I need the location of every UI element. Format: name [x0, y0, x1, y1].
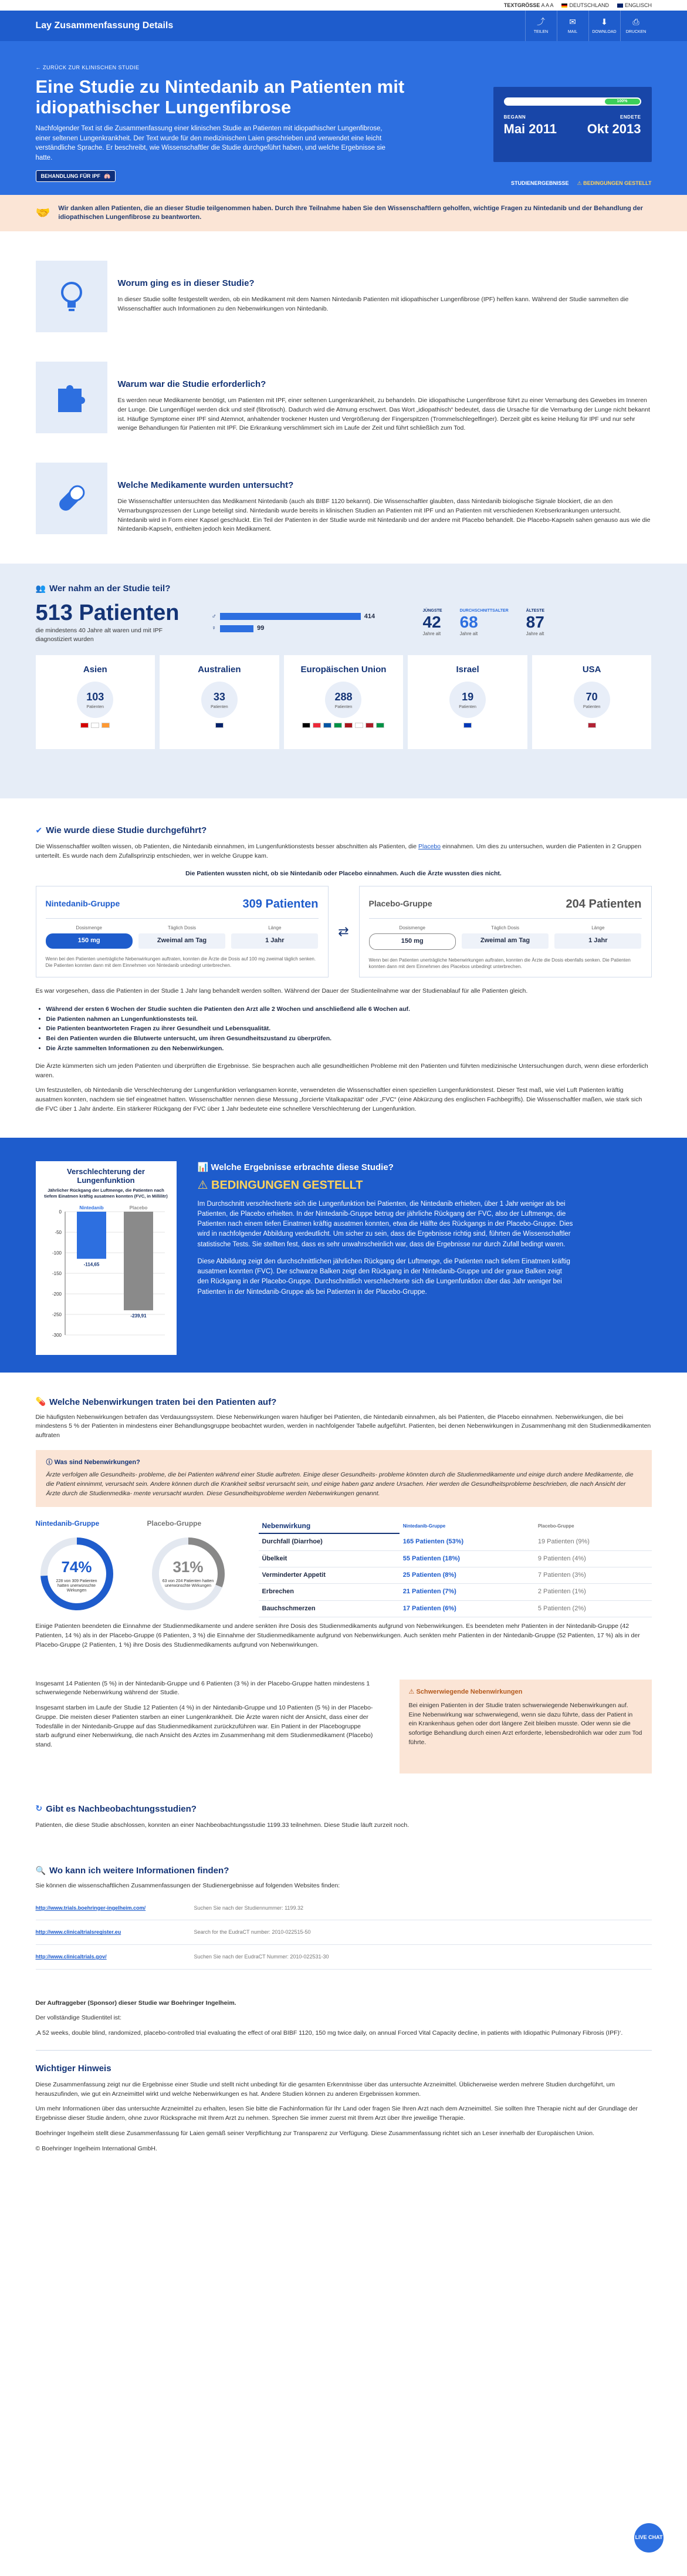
flag-icon [101, 723, 110, 728]
info-block-1 [36, 261, 652, 332]
clipboard-icon: ✔ [35, 825, 43, 835]
box-title: ⓘ Was sind Nebenwirkungen? [46, 1458, 140, 1466]
sponsor-section [36, 1999, 652, 2051]
header-action-download[interactable] [588, 11, 620, 41]
group-name: Placebo-Gruppe [368, 899, 432, 909]
alert-icon: ⚠ [408, 1688, 415, 1695]
value-label: -239,91 [130, 1313, 147, 1319]
what-are-side-effects-box [36, 1450, 652, 1507]
y-tick-label: -200 [52, 1291, 62, 1297]
followup-text: Patienten, die diese Studie abschlossen, konnten an einer Nachbeobachtungsstudie 1199.33 teilnehmen. Diese Studie läuft zurzeit noch. [35, 1821, 410, 1829]
end-date: ENDETE Okt 2013 [587, 114, 641, 137]
results-condition: ⚠ BEDINGUNGEN GESTELLT [197, 1178, 363, 1192]
thank-you-banner [0, 195, 687, 231]
participants-section [0, 564, 687, 798]
region-name: Europäischen Union [300, 665, 387, 675]
important-p2: Um mehr Informationen über das untersuchte Arzneimittel zu erhalten, lesen Sie bitte die Fachinformation für Ihr Land oder fragen Sie Ihren Arzt nach dem Arzneimittel. Sie sollten Ihre Therapie nicht auf der Grundlage der Ergebnisse dieser Studie ändern, ohne zuvor Rücksprache mit Ihrem Arzt zu nehmen. Sprechen Sie immer zuerst mit Ihrem Arzt über Ihre jeweilige Therapie. [35, 2105, 638, 2122]
info-block-3 [36, 463, 652, 534]
title-label: Der vollständige Studientitel ist: [35, 2014, 121, 2022]
bar-placebo [124, 1212, 153, 1310]
age-stats [423, 608, 545, 637]
flag-icon [366, 723, 374, 728]
link-row [36, 1945, 652, 1970]
discontinuation-text: Einige Patienten beendeten die Einnahme der Studienmedikamente und andere senkten ihre Dosis des Studienmedikaments aufgrund von Nebenwirkungen. Es beendeten mehr Patienten in der Nintedanib-Gruppe (42 Patienten, 14 %) als in der Placebo-Gruppe (6 Patienten, 3 %) die Einnahme der Studienmedikamente aufgrund von Nebenwirkungen. Auch senkten mehr Patienten in der Nintedanib-Gruppe (52 Patienten, 17 %) als in der Placebo-Gruppe (2 Patienten, 1 %) ihre Dosis des Studienmedikaments aufgrund von Nebenwirkungen. [35, 1623, 640, 1648]
mail-icon: ✉ [569, 17, 576, 27]
start-date: BEGANN Mai 2011 [503, 114, 557, 137]
hero-intro: Nachfolgender Text ist die Zusammenfassung einer klinischen Studie an Patienten mit idiopathischer Lungenfibrose, einer seltenen Lungenkrankheit. Der Text wurde für den medizinischen Laien geschrieben und verwendet eine leicht verständliche Sprache. Er beschreibt, wie Wissenschaftler die Studie durchgeführt haben, und welche Ergebnisse sie hatte. [35, 124, 385, 161]
y-tick-label: -50 [54, 1229, 62, 1235]
region-name: Australien [198, 665, 241, 675]
serious-section [36, 1680, 652, 1773]
y-tick-label: 0 [59, 1209, 62, 1215]
total-patients: 513 Patienten die mindestens 40 Jahre alt waren und mit IPF diagnostiziert wurden [35, 601, 180, 643]
results-title: 📊 Welche Ergebnisse erbrachte diese Studie? [197, 1162, 394, 1172]
dose-item: Dosismenge 150 mg [46, 925, 133, 949]
participants-title: 👥 Wer nahm an der Studie teil? [35, 583, 171, 594]
info-blocks [36, 261, 652, 534]
procedure-item: • Die Patienten nahmen an Lungenfunktionstests teil. [46, 1014, 652, 1024]
region-flags [532, 723, 652, 728]
text-size-buttons[interactable]: A A A [541, 2, 554, 8]
serious-text-1: Insgesamt 14 Patienten (5 %) in der Nintedanib-Gruppe und 6 Patienten (3 %) in der Placebo-Gruppe hatten mindestens 1 schwerwiegende Nebenwirkung während der Studie. [35, 1680, 370, 1697]
dose-item: Dosismenge 150 mg [369, 925, 456, 950]
handshake-icon: 🤝 [35, 207, 50, 220]
value-label: -114,65 [83, 1262, 99, 1267]
flag-icon [588, 723, 596, 728]
lang-english[interactable]: ENGLISCH [617, 2, 652, 9]
region-name: Israel [456, 665, 479, 675]
col-header-nintedanib: Nintedanib-Gruppe [402, 1523, 446, 1529]
pill-icon: 💊 [35, 1397, 46, 1407]
text-size-label: TEXTGRÖSSE A A A [503, 2, 554, 8]
progress-bar [504, 97, 641, 106]
link-desc: Search for the EudraCT number: 2010-022515-50 [194, 1929, 311, 1936]
blinding-note: Die Patienten wussten nicht, ob sie Nintedanib oder Placebo einnahmen. Auch die Ärzte wussten dies nicht. [185, 869, 502, 877]
effect-name: Übelkeit [259, 1550, 400, 1567]
conduct-text-1: Die Wissenschaftler wollten wissen, ob Patienten, die Nintedanib einnahmen, im Lungenfunktionstests besser abschnitten als Patienten, die Placebo einnahmen. Um dies zu untersuchen, wurden die Patienten in 2 Gruppen unterteilt. Es wurde nach dem Zufallsprinzip entschieden, wer in welche Gruppe kam. [35, 843, 642, 859]
links-list [36, 1896, 652, 1970]
side-effects-table [259, 1519, 652, 1618]
flag-icon [463, 723, 472, 728]
donut-title: Nintedanib-Gruppe [35, 1519, 100, 1528]
donut-desc: 63 von 204 Patienten hatten unerwünschte Wirkungen [162, 1579, 214, 1589]
effect-placebo: 5 Patienten (2%) [534, 1600, 652, 1617]
donut-title: Placebo-Gruppe [147, 1519, 202, 1528]
category-label: Placebo [129, 1205, 147, 1211]
age-stat: JÜNGSTE 42 Jahre alt [422, 609, 442, 636]
followup-title: ↻ Gibt es Nachbeobachtungsstudien? [35, 1803, 197, 1814]
flag-icon [91, 723, 99, 728]
group-card [36, 886, 329, 977]
table-row [259, 1550, 652, 1567]
serious-box-title: ⚠ Schwerwiegende Nebenwirkungen [408, 1688, 523, 1695]
region-card [36, 655, 155, 749]
hero [0, 41, 687, 195]
age-stat: ÄLTESTE 87 Jahre alt [526, 609, 545, 636]
chart-title: Verschlechterung der Lungenfunktion [67, 1166, 145, 1185]
y-tick-label: -100 [52, 1250, 62, 1256]
header-action-label: TEILEN [533, 29, 549, 34]
gender-split [212, 609, 400, 636]
region-card [532, 655, 652, 749]
placebo-link[interactable]: Placebo [418, 843, 441, 850]
important-p3: Boehringer Ingelheim stellt diese Zusammenfassung für Laien gemäß seiner Verpflichtung zur Transparenz zur Verfügung. Diese Zusammenfassung richtet sich an Leser innerhalb der Europäischen Union. [35, 2129, 595, 2137]
serious-box-text: Bei einigen Patienten in der Studie traten schwerwiegende Nebenwirkungen auf. Eine Nebenwirkung war schwerwiegend, wenn sie dazu führte, dass der Patient in ein Krankenhaus gehen oder dort längere Zeit bleiben musste. Oder wenn sie die sofortige Behandlung durch einen Arzt erforderte, lebensbedrohlich war oder zum Tod führte. [408, 1701, 642, 1746]
info-text: Die Wissenschaftler untersuchten das Medikament Nintedanib (auch als BIBF 1120 bekannt). Die Wissenschaftler glaubten, dass Nintedanib biologische Signale blockiert, die an den Vernarbungsprozessen der Lunge beteiligt sind. Nintedanib wurde bereits in klinischen Studien an Patienten mit IPF und an Patienten mit verschiedenen Krebserkrankungen untersucht. Nintedanib wird in Form einer Kapsel geschluckt. Ein Teil der Patienten in der Studie wurde mit Nintedanib und der andere mit Placebo behandelt. Die Placebo-Kapseln sahen genauso aus wie die Nintedanib-Kapseln, enthielten jedoch kein Medikament. [117, 498, 651, 533]
procedure-item: • Die Patienten beantworteten Fragen zu ihrer Gesundheit und Lebensqualität. [46, 1024, 652, 1034]
header-action-label: DOWNLOAD [592, 29, 617, 34]
table-row [259, 1567, 652, 1584]
dose-item: Länge 1 Jahr [554, 925, 641, 950]
effect-name: Verminderter Appetit [259, 1567, 400, 1584]
donut-placebo [147, 1519, 241, 1618]
conduct-text-3: Die Ärzte kümmerten sich um jeden Patienten und überprüften die Ergebnisse. Sie besprachen auch alle gesundheitlichen Probleme mit den Patienten und führten medizinische Untersuchungen durch, wenn diese erforderlich waren. [35, 1062, 648, 1079]
female-icon: ♀ [211, 625, 216, 632]
group-name: Nintedanib-Gruppe [45, 899, 120, 909]
more-info-text: Sie können die wissenschaftlichen Zusammenfassungen der Studienergebnisse auf folgenden Websites finden: [35, 1882, 340, 1890]
age-stat: DURCHSCHNITTSALTER 68 Jahre alt [459, 609, 509, 636]
flag-icon [376, 723, 384, 728]
side-effects-intro: Die häufigsten Nebenwirkungen betrafen das Verdauungssystem. Diese Nebenwirkungen waren häufiger bei Patienten, die Nintedanib einnahmen, als bei Patienten, die Placebo einnahmen. Nebenwirkungen, die bei mindestens 5 % der Patienten in mindestens einer Behandlungsgruppe beobachtet wurden, werden in nachfolgender Tabelle aufgeführt. Patienten, bei denen Nebenwirkungen in Zusammenhang mit den Studienmedikamenten auftraten [35, 1413, 651, 1439]
flag-icon [215, 723, 224, 728]
capsule-icon [36, 463, 107, 534]
utility-bar [0, 0, 687, 11]
donut-chart [147, 1533, 229, 1615]
flag-icon [334, 723, 342, 728]
divider [36, 2050, 652, 2051]
table-row [259, 1584, 652, 1600]
link-row [36, 1920, 652, 1945]
flag-germany-icon [561, 4, 567, 8]
effect-placebo: 7 Patienten (3%) [534, 1567, 652, 1584]
split-arrows-icon: ⇄ [338, 923, 349, 939]
fvc-chart-svg [42, 1200, 171, 1347]
region-card [284, 655, 404, 749]
header-action-teilen[interactable] [525, 11, 557, 41]
category-label: Nintedanib [79, 1205, 104, 1211]
donut-chart [36, 1533, 118, 1615]
effect-nintedanib: 165 Patienten (53%) [400, 1533, 534, 1550]
flag-icon [323, 723, 331, 728]
group-patients: 204 Patienten [566, 898, 642, 911]
header-actions [525, 11, 652, 41]
region-flags [36, 723, 155, 728]
effect-name: Durchfall (Diarrhoe) [259, 1533, 400, 1550]
procedure-item: • Während der ersten 6 Wochen der Studie suchten die Patienten den Arzt alle 2 Wochen und anschließend alle 6 Wochen auf. [46, 1004, 652, 1014]
group-note: Wenn bei den Patienten unerträgliche Nebenwirkungen auftraten, konnten die Ärzte die Dosis auf 100 mg zweimal täglich senken. Die Patienten konnten dann mit dem Einnehmen von Nintedanib unbedingt unterbrechen. [45, 956, 316, 968]
conduct-text-4: Um festzustellen, ob Nintedanib die Verschlechterung der Lungenfunktion verlangsamen konnte, verwendeten die Wissenschaftler einen speziellen Lungenfunktionstest. Dieser Test maß, wie viel Luft Patienten kräftig ausatmen konnten, nachdem sie tief eingeatmet hatten. Wissenschaftler nennen diese Messung „forcierte Vitalkapazität“ oder „FVC“ (eine Abkürzung des englischen Fachbegriffs). Die Wissenschaftler maßen, wie stark sich die FVC über 1 Jahr änderte. Ein stärkerer Rückgang der FVC über 1 Jahr bedeutete eine schnellere Verschlechterung der Lungenfunktion. [35, 1087, 642, 1112]
followup-section [36, 1803, 652, 1830]
region-name: USA [582, 665, 601, 675]
col-header-placebo: Placebo-Gruppe [537, 1523, 574, 1529]
info-text: In dieser Studie sollte festgestellt werden, ob ein Medikament mit dem Namen Nintedanib Patienten mit idiopathischer Lungenfibrose (IPF) helfen kann. Während der Studie sammelten die Wissenschaftler auch Informationen zu den Nebenwirkungen von Nintedanib. [117, 296, 629, 312]
chart-icon: 📊 [197, 1162, 209, 1172]
warning-icon: ⚠ [197, 1178, 208, 1192]
info-icon: ⓘ [46, 1458, 53, 1466]
region-card [408, 655, 527, 749]
flag-icon [344, 723, 353, 728]
ipf-icon: 🫁 [104, 173, 111, 179]
puzzle-icon [36, 362, 107, 433]
share-icon: ⤴ [537, 17, 545, 27]
important-note-section [36, 2062, 652, 2154]
dose-item: Länge 1 Jahr [231, 925, 318, 949]
thank-you-text: Wir danken allen Patienten, die an dieser Studie teilgenommen haben. Durch Ihre Teilnahme haben Sie den Wissenschaftlern geholfen, wichtige Fragen zu Nintedanib und der Behandlung der idiopathischen Lungenfibrose zu beantworten. [58, 204, 643, 221]
refresh-icon: ↻ [35, 1803, 43, 1813]
conduct-section [36, 824, 652, 1114]
treatment-badge: BEHANDLUNG FÜR IPF 🫁 [36, 170, 116, 183]
link-desc: Suchen Sie nach der EudraCT Nummer: 2010-022531-30 [194, 1954, 329, 1960]
more-info-title: 🔍 Wo kann ich weitere Informationen finden? [35, 1865, 229, 1876]
header-title: Lay Zusammenfassung Details [35, 20, 174, 31]
print-icon: ⎙ [632, 17, 639, 27]
results-p2: Diese Abbildung zeigt den durchschnittlichen jährlichen Rückgang der Luftmenge, die Patienten nach tiefem Einatmen kräftig ausatmen konnten (FVC). Der schwarze Balken zeigt den Rückgang in der Nintedanib-Gruppe und der graue Balken zeigt den Rückgang in der Placebo-Gruppe. Durchschnittlich verschlechterte sich die Lungenfunktion über das Jahr weniger bei Patienten in der Nintedanib-Gruppe als bei Patienten in der Placebo-Gruppe. [197, 1257, 570, 1296]
side-effects-title: 💊 Welche Nebenwirkungen traten bei den Patienten auf? [35, 1397, 277, 1407]
female-count: 99 [257, 625, 265, 632]
full-title: ‚A 52 weeks, double blind, randomized, placebo-controlled trial evaluating the effect of oral BIBF 1120, 150 mg twice daily, on annual Forced Vital Capacity decline, in patients with Idiopathic Pulmonary Fibrosis (IPF)‘. [35, 2029, 623, 2037]
group-note: Wenn bei den Patienten unerträgliche Nebenwirkungen auftraten, konnten die Ärzte die Dosis ebenfalls senken. Die Patienten konnten dann mit dem Einnehmen des Placebos unbedingt unterbrechen. [368, 957, 631, 969]
effect-nintedanib: 21 Patienten (7%) [400, 1584, 534, 1600]
group-patients: 309 Patienten [242, 898, 319, 911]
male-bar [220, 613, 361, 620]
y-tick-label: -300 [52, 1332, 62, 1338]
serious-box [400, 1680, 652, 1773]
copyright: © Boehringer Ingelheim International GmbH. [35, 2145, 157, 2152]
timeline-card [493, 87, 652, 162]
conduct-title: ✔ Wie wurde diese Studie durchgeführt? [35, 825, 207, 835]
flag-uk-icon [617, 4, 623, 8]
info-block-2 [36, 362, 652, 433]
info-text: Es werden neue Medikamente benötigt, um Patienten mit IPF, einer seltenen Lungenkrankheit, zu behandeln. Die idiopathische Lungenfibrose führt zu einer Vernarbung des Gewebes im Inneren der Lunge. Die Lungenflügel werden dick und steif (fibrotisch). Dadurch wird die Atmung erschwert. Das Wort „idiopathisch“ bedeutet, dass die Ursache für die Vernarbung der Lunge nicht bekannt ist. Häufige Symptome einer IPF sind Atemnot, anhaltender trockener Husten und Vergrößerung der Fingerspitzen (Trommelschlegelfinger). Derzeit gibt es keine Heilung für IPF und nur sehr wenige Behandlungen für Patienten mit IPF. Die Erkrankung verschlimmert sich im Laufe der Zeit und führt schließlich zum Tod. [117, 397, 650, 432]
progress-fill: 100% [605, 99, 640, 104]
flag-icon [302, 723, 310, 728]
more-info-section [36, 1864, 652, 1969]
group-card [359, 886, 652, 977]
effect-nintedanib: 25 Patienten (8%) [400, 1567, 534, 1584]
procedure-item: • Die Ärzte sammelten Informationen zu den Nebenwirkungen. [46, 1044, 652, 1054]
side-effects-section [36, 1396, 652, 1773]
treatment-groups [36, 886, 652, 977]
status-conditions: ⚠ BEDINGUNGEN GESTELLT [577, 180, 652, 186]
donut-desc: 228 von 309 Patienten hatten unerwünschte Wirkungen [56, 1579, 97, 1593]
female-bar [220, 625, 253, 632]
live-chat-button[interactable]: LIVE CHAT [634, 2523, 664, 2553]
status-results: STUDIENERGEBNISSE [511, 180, 569, 186]
link-row [36, 1896, 652, 1921]
header-action-mail[interactable] [557, 11, 588, 41]
region-count: 19 Patienten [449, 682, 486, 718]
header-action-label: DRUCKEN [625, 29, 647, 34]
regions [36, 655, 652, 749]
y-tick-label: -250 [52, 1311, 62, 1317]
box-text: Ärzte verfolgen alle Gesundheits- probleme, die bei Patienten während einer Studie auftreten. Einige dieser Gesundheits- probleme könnten durch die Studienmedikamente und einige durch andere Medikamente, die die Patient einnimmt, verursacht sein. Andere können durch die Krankheit selbst verursacht sein, und einige haben ganz andere Ursachen. Hier werden die Gesundheitsprobleme beschrieben, die nach Ansicht der Ärzte durch die Studienmedika- mente verursacht wurden. Diese Gesundheitsprobleme werden Nebenwirkungen genannt. [46, 1471, 634, 1497]
region-flags [160, 723, 279, 728]
region-count: 70 Patienten [574, 682, 610, 718]
search-icon: 🔍 [35, 1865, 46, 1875]
flag-icon [355, 723, 363, 728]
info-title: Warum war die Studie erforderlich? [117, 379, 266, 389]
col-header-effect: Nebenwirkung [259, 1519, 400, 1534]
effect-placebo: 19 Patienten (9%) [534, 1533, 652, 1550]
info-title: Welche Medikamente wurden untersucht? [117, 480, 294, 490]
donut-percent: 74% [61, 1558, 92, 1576]
info-title: Worum ging es in dieser Studie? [117, 278, 255, 288]
donut-percent: 31% [172, 1558, 204, 1576]
page-title: Eine Studie zu Nintedanib an Patienten mit idiopathischer Lungenfibrose [35, 76, 405, 118]
male-count: 414 [364, 612, 375, 620]
results-text [198, 1161, 573, 1355]
effect-nintedanib: 55 Patienten (18%) [400, 1550, 534, 1567]
effect-placebo: 9 Patienten (4%) [534, 1550, 652, 1567]
table-row [259, 1600, 652, 1617]
chart-subtitle: Jährlicher Rückgang der Luftmenge, die Patienten nach tiefem Einatmen kräftig ausatmen konnten (FVC, in Millilitr) [44, 1187, 168, 1199]
download-icon: ⬇ [601, 17, 608, 27]
region-count: 288 Patienten [325, 682, 361, 718]
lang-germany[interactable]: DEUTSCHLAND [561, 2, 609, 9]
important-p1: Diese Zusammenfassung zeigt nur die Ergebnisse einer Studie und stellt nicht unbedingt für die gesamten Erkenntnisse über das untersuchte Arzneimittel. Üblicherweise werden mehrere Studien durchgeführt, um herauszufinden, wie gut ein Arzneimittel wirkt und welche Nebenwirkungen es hat. Andere Studien können zu anderen Ergebnissen kommen. [35, 2081, 615, 2098]
important-title: Wichtiger Hinweis [35, 2063, 111, 2073]
external-link[interactable]: http://www.clinicaltrials.gov/ [35, 1954, 107, 1960]
header [0, 11, 687, 41]
lightbulb-icon [36, 261, 107, 332]
donut-nintedanib [36, 1519, 130, 1618]
table-row [259, 1533, 652, 1550]
procedure-list [46, 1004, 652, 1054]
bar-nintedanib [77, 1212, 106, 1259]
flag-icon [313, 723, 321, 728]
conduct-text-2: Es war vorgesehen, dass die Patienten in der Studie 1 Jahr lang behandelt werden sollten. Während der Dauer der Studienteilnahme war der Studienablauf für alle Patienten gleich. [35, 987, 528, 995]
region-name: Asien [83, 665, 107, 675]
people-icon: 👥 [35, 583, 46, 593]
fvc-chart [36, 1161, 177, 1355]
effect-name: Bauchschmerzen [259, 1600, 400, 1617]
region-count: 103 Patienten [77, 682, 113, 718]
effect-name: Erbrechen [259, 1584, 400, 1600]
effect-nintedanib: 17 Patienten (6%) [400, 1600, 534, 1617]
flag-icon [80, 723, 89, 728]
dose-item: Täglich Dosis Zweimal am Tag [462, 925, 549, 950]
region-flags [284, 723, 404, 728]
external-link[interactable]: http://www.clinicaltrialsregister.eu [35, 1929, 121, 1936]
effect-placebo: 2 Patienten (1%) [534, 1584, 652, 1600]
hero-status [511, 180, 651, 187]
procedure-item: • Bei den Patienten wurden die Blutwerte untersucht, um ihren Gesundheitszustand zu überprüfen. [46, 1034, 652, 1044]
header-action-drucken[interactable] [620, 11, 652, 41]
dose-item: Täglich Dosis Zweimal am Tag [138, 925, 225, 949]
results-p1: Im Durchschnitt verschlechterte sich die Lungenfunktion bei Patienten, die Nintedanib erhielten, über 1 Jahr weniger als bei Patienten, die Placebo erhielten. In der Nintedanib-Gruppe betrug der jährliche Rückgang der FVC, also der Luftmenge, die Patienten nach einem tiefen Einatmen kräftig ausatmen konnten, etwa die Hälfte des Rückgangs in der Placebo-Gruppe. Dies wird in nachfolgender Abbildung verdeutlicht. Um sicher zu sein, dass die Ergebnisse richtig sind, führten die Wissenschaftler statistische Tests. Sie stellten fest, dass es sehr unwahrscheinlich war, dass die Ergebnisse nur durch Zufall bedingt waren. [197, 1200, 573, 1248]
region-card [160, 655, 279, 749]
link-desc: Suchen Sie nach der Studiennummer: 1199.32 [194, 1904, 303, 1911]
sponsor-line: Der Auftraggeber (Sponsor) dieser Studie war Boehringer Ingelheim. [35, 1999, 236, 2007]
serious-text-2: Insgesamt starben im Laufe der Studie 12 Patienten (4 %) in der Nintedanib-Gruppe und 10 Patienten (5 %) in der Placebo-Gruppe. Die meisten dieser Patienten starben an einer Lungenkrankheit. Die Ärzte waren nicht der Ansicht, dass einer der Todesfälle in der Nintedanib-Gruppe auf das Studienmedikament zurückzuführen war. Ein Patient in der Placebogruppe starb aufgrund einer Nebenwirkung, die nach Ansicht des Arztes im Zusammenhang mit dem Studienmedikament (Placebo) stand. [35, 1704, 373, 1749]
header-action-label: MAIL [567, 29, 578, 34]
back-to-trial-link[interactable]: ← ZURÜCK ZUR KLINISCHEN STUDIE [35, 65, 140, 70]
results-section [0, 1138, 687, 1373]
region-count: 33 Patienten [201, 682, 238, 718]
male-icon: ♂ [211, 612, 216, 620]
external-link[interactable]: http://www.trials.boehringer-ingelheim.com/ [35, 1904, 146, 1911]
y-tick-label: -150 [52, 1270, 62, 1276]
region-flags [408, 723, 527, 728]
